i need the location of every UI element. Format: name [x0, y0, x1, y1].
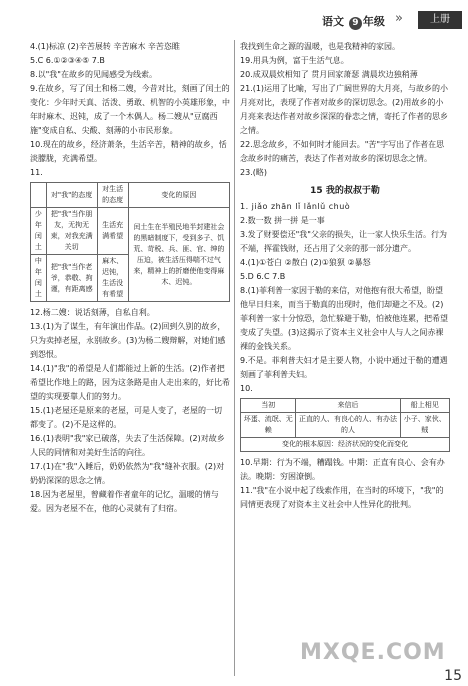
term-badge: 上册: [418, 11, 462, 29]
grade-suffix: 年级: [362, 15, 385, 28]
subject-label: 语文: [322, 15, 344, 28]
table-cell: 小子、家伙、贼: [400, 413, 449, 438]
table-cell: 坏蛋、流氓、无赖: [241, 413, 296, 438]
subject-grade-title: [322, 13, 385, 30]
table-header-row: [241, 399, 450, 413]
chevron-icon: »: [395, 11, 403, 26]
answer-para: 15.(1)老屋还是原来的老屋，可是人变了，老屋的一切都变了。(2)不是这样的。: [30, 406, 223, 429]
header-bar: [0, 8, 468, 38]
table-cell: 把"我"当作朋友，无拘无束，对我充满关切: [46, 208, 97, 255]
answer-para: 19.用具为例，富于生活气息。: [240, 56, 349, 65]
answer-para: 2.数一数 拼一拼 是一事: [240, 216, 325, 225]
pinyin-line: 1. jiǎo zhān lǐ lǎnlǔ chuò: [240, 202, 351, 211]
table-row: [241, 413, 450, 438]
table-header-row: [31, 183, 230, 208]
table-header-cell: 来信后: [296, 399, 400, 413]
answer-para: 8.以"我"在故乡的见闻感受为线索。: [30, 70, 157, 79]
answer-para: 22.思念故乡，不如何时才能回去。"苦"字写出了作者在思念故乡时的痛苦，表达了作者对故乡的深切思念之情。: [240, 140, 445, 163]
table-cell: 把"我"当作老爷，恭敬、拘谨，有距离感: [46, 255, 97, 302]
table-cell: 少年闰土: [31, 208, 47, 255]
answer-para: 10.现在的故乡，经济萧条，生活辛苦，精神的故乡，恬淡朦胧，充满希望。: [30, 140, 227, 163]
answer-para: 11."我"在小说中起了线索作用，在当时的环境下，"我"的同情更表现了对资本主义社会中人性异化的批判。: [240, 486, 444, 509]
answer-para: 9.不是。菲利普夫妇才是主要人物，小说中通过于勒的遭遇刻画了菲利普夫妇。: [240, 356, 448, 379]
answer-para: 12.杨二嫂：说话刻薄，自私自利。: [30, 308, 155, 317]
table-header-cell: 变化的原因: [128, 183, 229, 208]
answer-para: 21.(1)运用了比喻，写出了广阔世界的大月亮，与故乡的小月亮对比，表现了作者对故乡的深切思念。(2)用故乡的小月亮来表达作者对故乡深深的眷恋之情，寄托了作者的思乡之情。: [240, 84, 449, 135]
answer-para: 4.(1)标凉 (2)辛苦展转 辛苦麻木 辛苦恣睢: [30, 42, 180, 51]
answer-para: 我找到生命之源的温暖，也是我精神的家园。: [240, 42, 400, 51]
table-header-cell: 当初: [241, 399, 296, 413]
table-cell: 麻木、迟钝，生活没有希望: [97, 255, 128, 302]
answer-para: 8.(1)菲利普一家因于勒的来信，对他抱有很大希望，盼望他早日归来，而当于勒真的出现时，他们却避之不及。(2)菲利普一家十分惊恐，急忙躲避于勒，怕被他连累，把希望变成了失望。(3)这揭示了资本主义社会中人与人之间赤裸裸的金钱关系。: [240, 286, 448, 351]
page-number: 15: [444, 668, 462, 684]
grade-number-badge: 9: [349, 17, 362, 30]
answer-para: 4.(1)①苍白 ②散白 (2)①狼狈 ②暴怒: [240, 258, 371, 267]
table-cell: 正直的人、有良心的人、有办法的人: [296, 413, 400, 438]
yule-attitude-table: [240, 398, 450, 452]
table-header-cell: 对生活的态度: [97, 183, 128, 208]
table-header-cell: [31, 183, 47, 208]
answer-para: 20.成双晨炊相知了 贯月回家萧瑟 满晨坎边独稍薄: [240, 70, 418, 79]
table-cell: 变化的根本原因：经济状况的变化而变化: [241, 438, 450, 452]
answer-para: 10.早期：行为不端，糟蹋钱。中期：正直有良心、会有办法。晚期：穷困潦倒。: [240, 458, 445, 481]
answer-para: 17.(1)在"我"入睡后，奶奶依然为"我"缝补衣服。(2)对奶奶深深的思念之情。: [30, 462, 225, 485]
section-title: 15 我的叔叔于勒: [310, 186, 380, 196]
table-header-cell: 对"我"的态度: [46, 183, 97, 208]
answer-para: 3.发了财要偿还"我"父亲的损失，让一家人快乐生活。行为不端，挥霍钱财，还占用了父亲的那一部分遗产。: [240, 230, 447, 253]
table-row: [31, 208, 230, 255]
answer-para: 23.(略): [240, 168, 267, 177]
answer-para: 18.因为老屋里，曾藏着作者童年的记忆，温暖的情与爱。因为老屋不在，他的心灵就有了归宿。: [30, 490, 219, 513]
answer-para: 14.(1)"我"的希望是人们都能过上新的生活。(2)作者把希望比作地上的路，因为这条路是由人走出来的，好比希望的实现要靠人们的努力。: [30, 364, 230, 401]
answer-para: 9.在故乡，写了闰土和杨二嫂，今昔对比，刻画了闰土的变化：少年时天真、活泼、勇敢、机智的小英雄形象，中年时麻木、迟钝，成了一个木偶人。杨二嫂从"豆腐西施"变成自私、尖酸、刻薄的小市民形象。: [30, 84, 230, 135]
left-column: [30, 40, 230, 516]
watermark-text: MXQE.COM: [300, 640, 446, 665]
answer-para: 5.D 6.C 7.B: [240, 272, 286, 281]
table-cell: 生活充满希望: [97, 208, 128, 255]
answer-para: 13.(1)为了谋生，有年演出作品。(2)回到久别的故乡，只为卖掉老屋，永别故乡。(3)为杨二嫂辩解，对她们感到怨恨。: [30, 322, 226, 359]
table-header-cell: 船上相见: [400, 399, 449, 413]
runtu-comparison-table: [30, 182, 230, 302]
answer-para: 10.: [240, 384, 253, 393]
table-cell: 闰土生在半殖民地半封建社会的黑暗制度下，受到多子、饥荒、苛税、兵、匪、官、绅的压迫，被生活压得喘不过气来，精神上的折磨使他变得麻木、迟钝。: [128, 208, 229, 302]
answer-para: 16.(1)表明"我"家已破落，失去了生活保障。(2)对故乡人民的同情和对美好生活的向往。: [30, 434, 225, 457]
right-column: [240, 40, 450, 512]
answer-para: 11.: [30, 168, 43, 177]
table-row: [241, 438, 450, 452]
table-cell: 中年闰土: [31, 255, 47, 302]
answer-para: 5.C 6.①②③④⑤ 7.B: [30, 56, 105, 65]
column-divider: [234, 40, 235, 676]
